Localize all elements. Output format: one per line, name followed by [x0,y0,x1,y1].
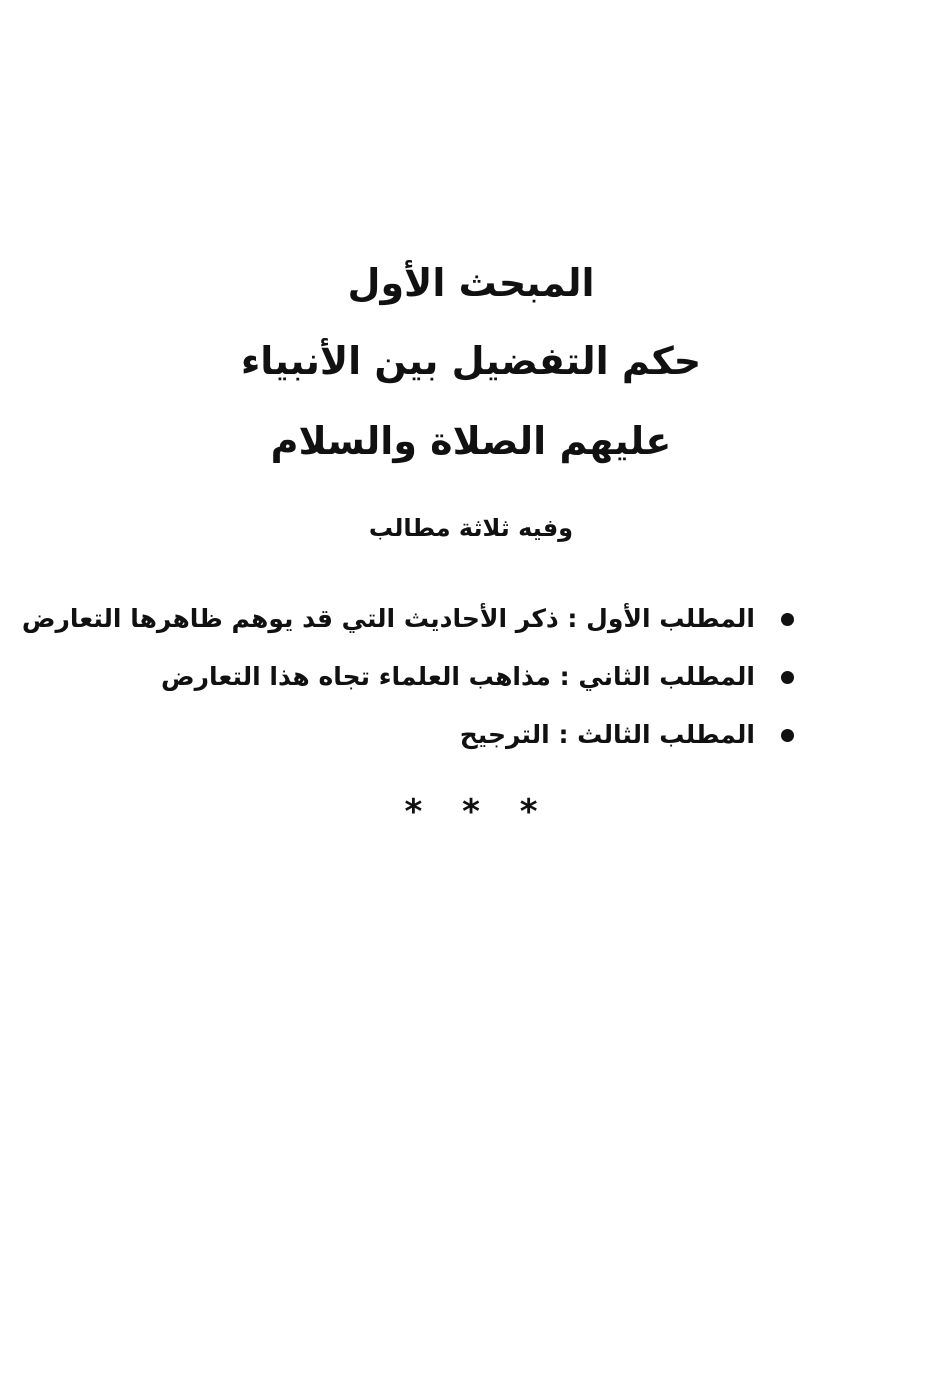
topic-heading: المطلب الثاني [578,662,755,691]
asterisk-icon: * [519,792,538,832]
list-item [21,590,794,648]
bullet-icon [781,613,794,626]
list-item [134,648,794,706]
topic-description: ذكر الأحاديث التي قد يوهم ظاهرها التعارض [21,604,559,633]
topic-separator: : [558,604,587,633]
bullet-icon [781,729,794,742]
topic-heading: المطلب الثالث [577,720,755,749]
topic-heading: المطلب الأول [586,604,755,633]
section-subtitle-line-2: عليهم الصلاة والسلام [270,419,672,463]
asterisk-icon: * [462,792,480,832]
section-subtitle-line-1: حكم التفضيل بين الأنبياء [240,339,702,383]
section-divider [0,790,942,834]
topics-list [21,590,794,764]
topic-separator: : [550,662,579,691]
list-item [134,706,794,764]
section-title: المبحث الأول [347,261,595,305]
asterisk-icon: * [404,792,423,832]
topic-description: الترجيح [459,720,550,749]
intro-text: وفيه ثلاثة مطالب [368,514,574,542]
topic-description: مذاهب العلماء تجاه هذا التعارض [161,662,551,691]
bullet-icon [781,671,794,684]
topic-separator: : [549,720,578,749]
